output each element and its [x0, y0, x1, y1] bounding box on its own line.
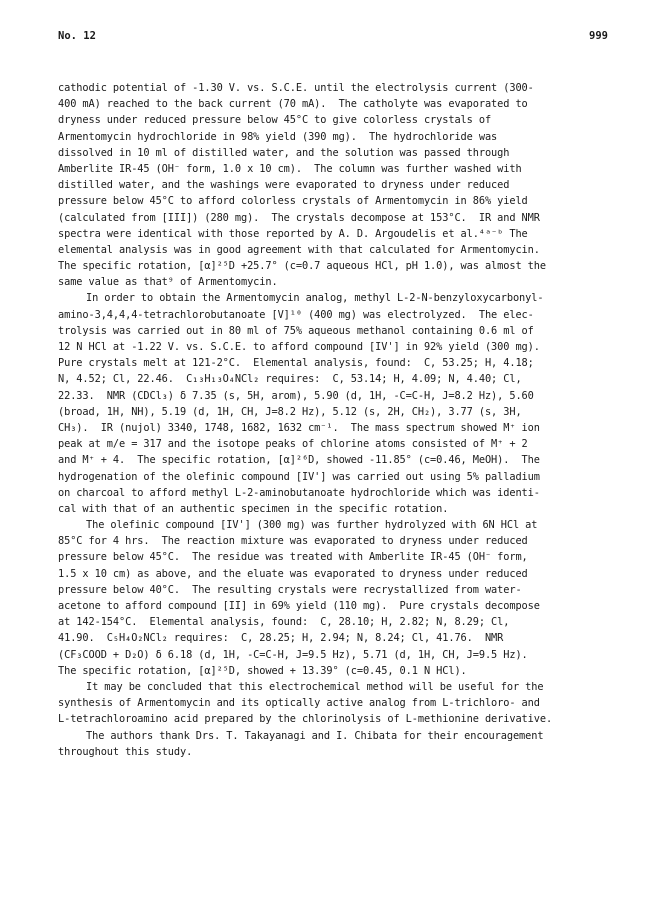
text-line: N, 4.52; Cl, 22.46. C₁₃H₁₃O₄NCl₂ requires: C, 53.14; H, 4.09; N, 4.40; Cl, [58, 373, 522, 386]
text-line: dryness under reduced pressure below 45°C to give colorless crystals of [58, 114, 492, 127]
text-line: spectra were identical with those reported by A. D. Argoudelis et al.⁴ᵃ⁻ᵇ The [58, 227, 528, 240]
text-line: CH₃). IR (nujol) 3340, 1748, 1682, 1632 cm⁻¹. The mass spectrum showed M⁺ ion [58, 421, 540, 434]
text-line: 41.90. C₅H₄O₂NCl₂ requires: C, 28.25; H, 2.94; N, 8.24; Cl, 41.76. NMR [58, 632, 504, 645]
text-line: 22.33. NMR (CDCl₃) δ 7.35 (s, 5H, arom), 5.90 (d, 1H, -C=C-H, J=8.2 Hz), 5.60 [58, 389, 534, 402]
text-line: (broad, 1H, NH), 5.19 (d, 1H, CH, J=8.2 Hz), 5.12 (s, 2H, CH₂), 3.77 (s, 3H, [58, 405, 522, 418]
text-line: pressure below 45°C to afford colorless crystals of Armentomycin in 86% yield [58, 195, 528, 208]
text-line: Pure crystals melt at 121-2°C. Elemental analysis, found: C, 53.25; H, 4.18; [58, 357, 534, 370]
journal-issue-number: No. 12 [58, 30, 96, 42]
text-line: peak at m/e = 317 and the isotope peaks of chlorine atoms consisted of M⁺ + 2 [58, 438, 528, 451]
text-line: cathodic potential of -1.30 V. vs. S.C.E. until the electrolysis current (300- [58, 82, 534, 94]
text-line: (calculated from [III]) (280 mg). The crystals decompose at 153°C. IR and NMR [58, 211, 540, 224]
text-line: 1.5 x 10 cm) as above, and the eluate was evaporated to dryness under reduced [58, 567, 528, 580]
page-number: 999 [589, 30, 608, 42]
body-text [58, 80, 618, 760]
text-line: 85°C for 4 hrs. The reaction mixture was evaporated to dryness under reduced [58, 535, 528, 548]
text-line: hydrogenation of the olefinic compound [IV'] was carried out using 5% palladium [58, 470, 540, 483]
text-line: and M⁺ + 4. The specific rotation, [α]²⁶D, showed -11.85° (c=0.46, MeOH). The [58, 454, 540, 467]
text-line: at 142-154°C. Elemental analysis, found: C, 28.10; H, 2.82; N, 8.29; Cl, [58, 616, 510, 629]
text-line: The specific rotation, [α]²⁵D +25.7° (c=0.7 aqueous HCl, pH 1.0), was almost the [58, 260, 546, 273]
text-line: 400 mA) reached to the back current (70 mA). The catholyte was evaporated to [58, 98, 528, 111]
text-line: acetone to afford compound [II] in 69% yield (110 mg). Pure crystals decompose [58, 600, 540, 612]
text-line: on charcoal to afford methyl L-2-aminobutanoate hydrochloride which was identi- [58, 486, 540, 499]
text-line: synthesis of Armentomycin and its optically active analog from L-trichloro- and [58, 697, 540, 710]
text-line: The authors thank Drs. T. Takayanagi and I. Chibata for their encouragement [86, 729, 544, 742]
text-line: same value as that⁹ of Armentomycin. [58, 276, 278, 289]
text-line: The specific rotation, [α]²⁵D, showed + 13.39° (c=0.45, 0.1 N HCl). [58, 664, 467, 677]
text-line: Armentomycin hydrochloride in 98% yield (390 mg). The hydrochloride was [58, 130, 498, 143]
text-line: amino-3,4,4,4-tetrachlorobutanoate [V]¹⁰ (400 mg) was electrolyzed. The elec- [58, 308, 534, 321]
text-line: L-tetrachloroamino acid prepared by the chlorinolysis of L-methionine derivative. [58, 713, 553, 726]
text-line: dissolved in 10 ml of distilled water, and the solution was passed through [58, 146, 510, 159]
text-line: (CF₃COOD + D₂O) δ 6.18 (d, 1H, -C=C-H, J=9.5 Hz), 5.71 (d, 1H, CH, J=9.5 Hz). [58, 648, 528, 661]
text-line: pressure below 45°C. The residue was treated with Amberlite IR-45 (OH⁻ form, [58, 551, 528, 564]
text-line: It may be concluded that this electrochemical method will be useful for the [86, 680, 544, 693]
text-line: trolysis was carried out in 80 ml of 75% aqueous methanol containing 0.6 ml of [58, 324, 534, 337]
text-line: In order to obtain the Armentomycin analog, methyl L-2-N-benzyloxycarbonyl- [86, 292, 544, 305]
text-line: cal with that of an authentic specimen in the specific rotation. [58, 502, 449, 515]
text-line: elemental analysis was in good agreement with that calculated for Armentomycin. [58, 243, 540, 256]
text-line: Amberlite IR-45 (OH⁻ form, 1.0 x 10 cm). The column was further washed with [58, 162, 522, 175]
text-line: pressure below 40°C. The resulting crystals were recrystallized from water- [58, 583, 522, 596]
text-line: 12 N HCl at -1.22 V. vs. S.C.E. to afford compound [IV'] in 92% yield (300 mg). [58, 341, 540, 353]
text-line: throughout this study. [58, 745, 193, 758]
text-line: distilled water, and the washings were evaporated to dryness under reduced [58, 179, 510, 192]
text-line: The olefinic compound [IV'] (300 mg) was further hydrolyzed with 6N HCl at [86, 519, 538, 532]
